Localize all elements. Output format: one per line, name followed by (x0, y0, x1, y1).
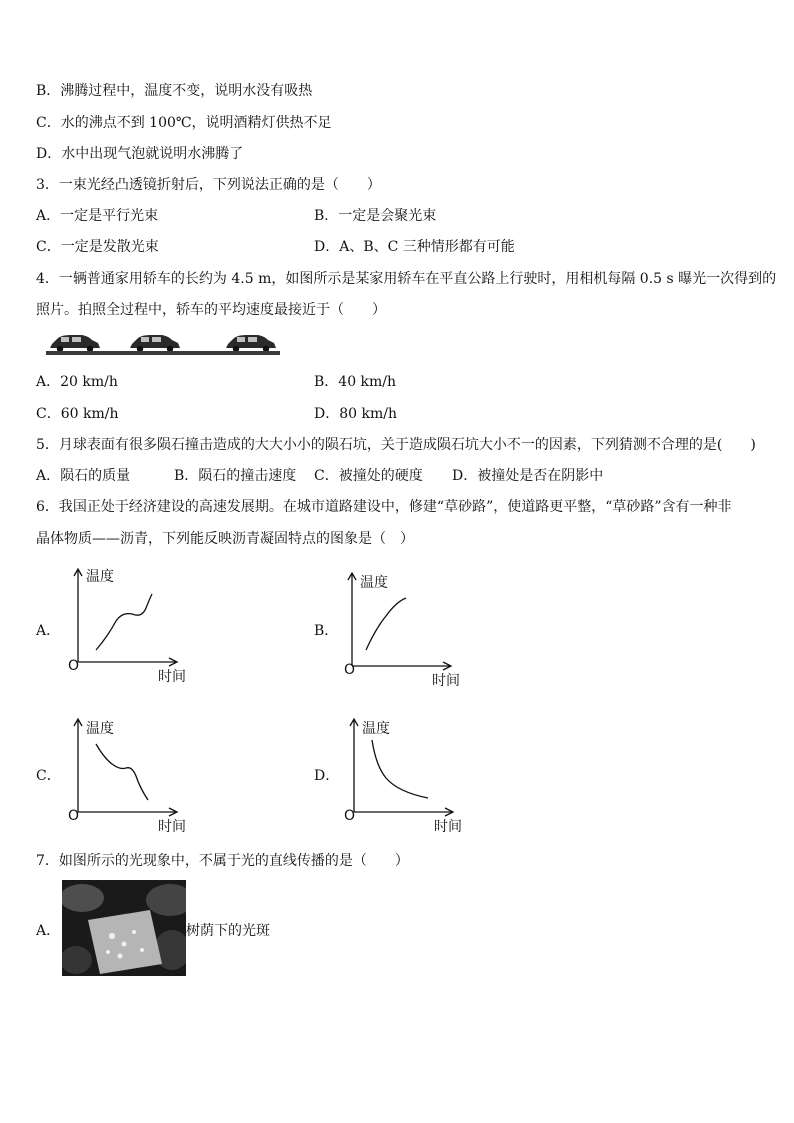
q7-option-a-caption: 树荫下的光斑 (186, 923, 270, 939)
q7-stem: 7．如图所示的光现象中，不属于光的直线传播的是（ ） (36, 853, 409, 869)
origin-label: O (68, 808, 80, 824)
origin-label: O (68, 658, 80, 674)
q2-option-b: B．沸腾过程中，温度不变，说明水没有吸热 (36, 83, 313, 99)
q4-option-a: A．20 km/h (36, 374, 118, 390)
curve (96, 594, 152, 650)
car-image-3 (226, 335, 276, 352)
x-axis-label: 时间 (158, 819, 186, 835)
y-axis-label: 温度 (86, 721, 114, 737)
curve (372, 740, 428, 798)
q3-option-c: C．一定是发散光束 (36, 239, 159, 255)
x-axis-label: 时间 (158, 669, 186, 685)
q5-option-a: A．陨石的质量 (36, 468, 131, 484)
q7-option-a-label: A． (36, 923, 61, 939)
curve (96, 744, 148, 800)
origin-label: O (344, 808, 356, 824)
q3-stem: 3．一束光经凸透镜折射后，下列说法正确的是（ ） (36, 177, 381, 193)
q5-stem: 5．月球表面有很多陨石撞击造成的大大小小的陨石坑，关于造成陨石坑大小不一的因素，下列猜测不合理的是( ) (36, 437, 756, 453)
q2-option-c: C．水的沸点不到 100℃，说明酒精灯供热不足 (36, 115, 332, 131)
q4-option-c: C．60 km/h (36, 406, 119, 422)
car-photo-strip (46, 330, 280, 360)
car-image-1 (50, 335, 100, 352)
curve (366, 598, 406, 650)
q2-option-d: D．水中出现气泡就说明水沸腾了 (36, 146, 244, 162)
x-axis-label: 时间 (432, 673, 460, 689)
q6-option-d-label: D． (314, 768, 340, 784)
q6-option-c-label: C． (36, 768, 61, 784)
q6-graph-d (342, 716, 462, 840)
q3-option-b: B．一定是会聚光束 (314, 208, 437, 224)
q6-stem-line1: 6．我国正处于经济建设的高速发展期。在城市道路建设中，修建“草砂路”，使道路更平整，“草砂路”含有一种非 (36, 499, 732, 515)
y-axis-label: 温度 (362, 721, 390, 737)
q6-graph-b (340, 570, 460, 694)
q5-option-d: D．被撞处是否在阴影中 (452, 468, 604, 484)
q4-stem-line2: 照片。拍照全过程中，轿车的平均速度最接近于（ ） (36, 302, 386, 318)
x-axis-label: 时间 (434, 819, 462, 835)
q6-graph-a (66, 566, 186, 690)
q3-option-a: A．一定是平行光束 (36, 208, 159, 224)
tree-shade-light-spots-photo (62, 880, 186, 976)
q5-option-c: C．被撞处的硬度 (314, 468, 423, 484)
q4-option-d: D．80 km/h (314, 406, 397, 422)
q6-graph-c (66, 716, 186, 840)
y-axis-label: 温度 (360, 575, 388, 591)
q6-option-b-label: B． (314, 623, 339, 639)
q6-stem-line2: 晶体物质——沥青，下列能反映沥青凝固特点的图象是（ ） (36, 531, 414, 547)
road-line (46, 351, 280, 355)
q4-option-b: B．40 km/h (314, 374, 397, 390)
q6-option-a-label: A． (36, 623, 61, 639)
y-axis-label: 温度 (86, 569, 114, 585)
origin-label: O (344, 662, 356, 678)
q5-option-b: B．陨石的撞击速度 (174, 468, 297, 484)
car-image-2 (130, 335, 180, 352)
q3-option-d: D．A、B、C 三种情形都有可能 (314, 239, 515, 255)
q4-stem-line1: 4．一辆普通家用轿车的长约为 4.5 m，如图所示是某家用轿车在平直公路上行驶时，用相机每隔 0.5 s 曝光一次得到的 (36, 271, 777, 287)
